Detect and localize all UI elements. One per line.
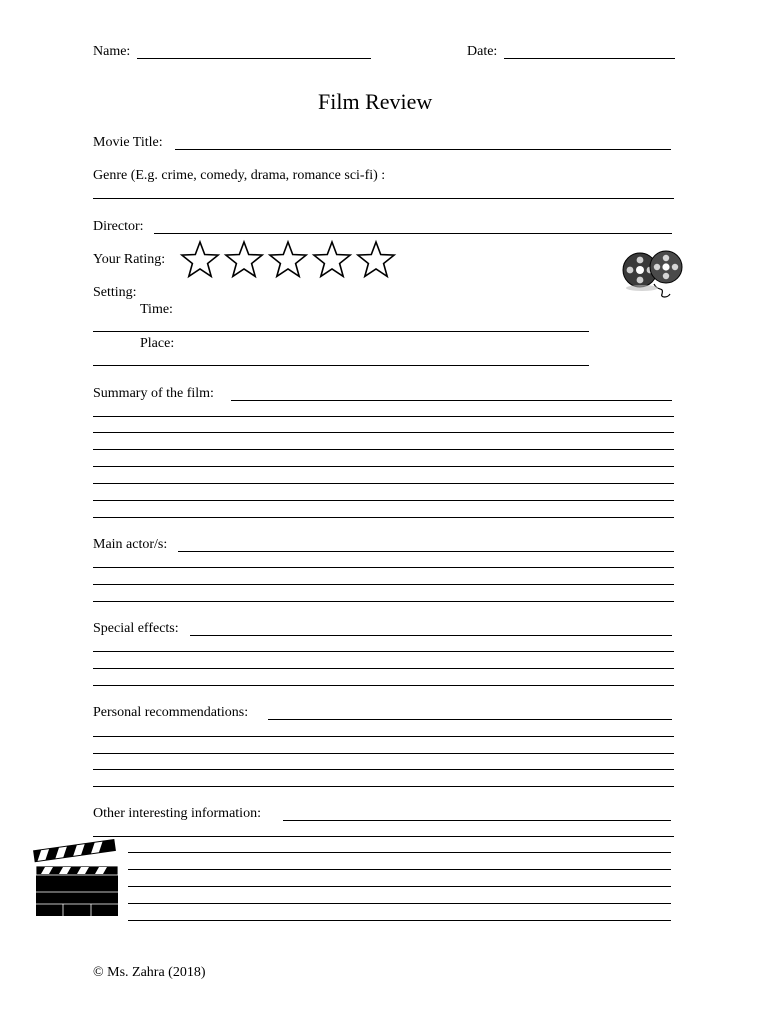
star-icon[interactable] [358, 242, 394, 276]
genre-label: Genre (E.g. crime, comedy, drama, romance sci-fi) : [93, 168, 386, 183]
other-info-line[interactable] [283, 820, 671, 821]
page-title: Film Review [318, 89, 433, 114]
date-label: Date: [467, 44, 498, 59]
director-label: Director: [93, 219, 144, 234]
other-info-line[interactable] [128, 852, 671, 853]
summary-label: Summary of the film: [93, 386, 214, 401]
other-info-line[interactable] [128, 869, 671, 870]
special-effects-line[interactable] [93, 685, 674, 686]
movie-title-line[interactable] [175, 149, 671, 150]
recommendations-label: Personal recommendations: [93, 705, 249, 720]
main-actors-line[interactable] [93, 567, 674, 568]
main-actors-line[interactable] [178, 551, 674, 552]
summary-line[interactable] [93, 466, 674, 467]
place-label: Place: [140, 336, 175, 351]
name-field-line[interactable] [137, 58, 371, 59]
rating-stars[interactable] [178, 240, 398, 280]
time-line[interactable] [93, 331, 589, 332]
name-label: Name: [93, 44, 131, 59]
date-field-line[interactable] [504, 58, 675, 59]
rating-label: Your Rating: [93, 252, 166, 267]
other-info-line[interactable] [128, 920, 671, 921]
clapperboard-icon [33, 846, 121, 918]
summary-line[interactable] [231, 400, 672, 401]
other-info-label: Other interesting information: [93, 806, 261, 821]
recommendations-line[interactable] [93, 736, 674, 737]
summary-line[interactable] [93, 416, 674, 417]
summary-line[interactable] [93, 483, 674, 484]
special-effects-line[interactable] [93, 668, 674, 669]
movie-title-label: Movie Title: [93, 135, 163, 150]
other-info-line[interactable] [128, 903, 671, 904]
special-effects-label: Special effects: [93, 621, 179, 636]
recommendations-line[interactable] [93, 753, 674, 754]
setting-label: Setting: [93, 285, 137, 300]
main-actors-line[interactable] [93, 584, 674, 585]
main-actors-label: Main actor/s: [93, 537, 168, 552]
recommendations-line[interactable] [268, 719, 672, 720]
summary-line[interactable] [93, 500, 674, 501]
special-effects-line[interactable] [93, 651, 674, 652]
summary-line[interactable] [93, 449, 674, 450]
star-icon[interactable] [182, 242, 218, 276]
star-icon[interactable] [314, 242, 350, 276]
star-icon[interactable] [226, 242, 262, 276]
footer-copyright: © Ms. Zahra (2018) [93, 965, 206, 980]
recommendations-line[interactable] [93, 786, 674, 787]
summary-line[interactable] [93, 432, 674, 433]
director-line[interactable] [154, 233, 672, 234]
film-reel-icon [618, 250, 690, 302]
place-line[interactable] [93, 365, 589, 366]
recommendations-line[interactable] [93, 769, 674, 770]
star-icon[interactable] [270, 242, 306, 276]
genre-line[interactable] [93, 198, 674, 199]
time-label: Time: [140, 302, 173, 317]
other-info-line[interactable] [128, 886, 671, 887]
special-effects-line[interactable] [190, 635, 672, 636]
main-actors-line[interactable] [93, 601, 674, 602]
other-info-line[interactable] [93, 836, 674, 837]
summary-line[interactable] [93, 517, 674, 518]
